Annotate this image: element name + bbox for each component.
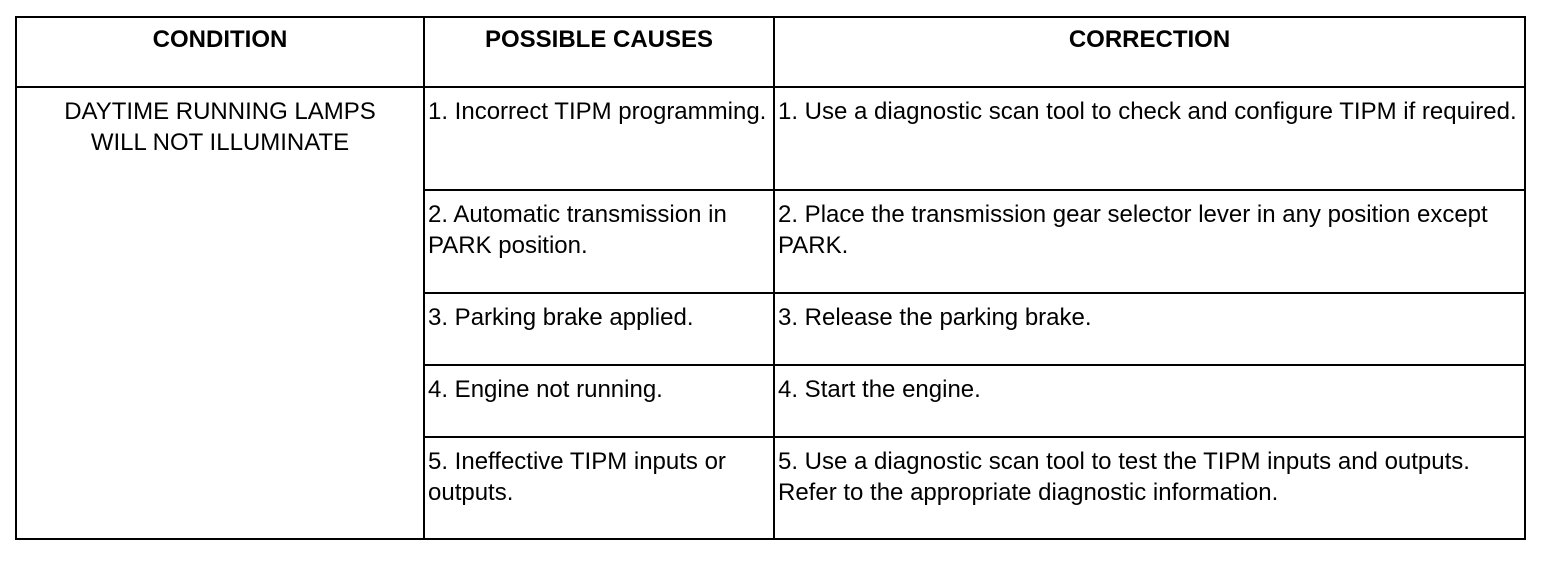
correction-cell: 5. Use a diagnostic scan tool to test the TIPM inputs and outputs. Refer to the appropriate diagnostic information. — [774, 437, 1525, 539]
cause-cell: 1. Incorrect TIPM programming. — [424, 87, 774, 190]
header-correction: CORRECTION — [774, 17, 1525, 87]
diagnosis-table — [15, 16, 1526, 540]
correction-cell: 2. Place the transmission gear selector lever in any position except PARK. — [774, 190, 1525, 293]
condition-line-2: WILL NOT ILLUMINATE — [90, 129, 350, 156]
header-condition: CONDITION — [16, 17, 424, 87]
condition-cell — [16, 87, 424, 539]
cause-cell: 3. Parking brake applied. — [424, 293, 774, 365]
correction-cell: 1. Use a diagnostic scan tool to check and configure TIPM if required. — [774, 87, 1525, 190]
cause-cell: 2. Automatic transmission in PARK position. — [424, 190, 774, 293]
correction-cell: 3. Release the parking brake. — [774, 293, 1525, 365]
correction-cell: 4. Start the engine. — [774, 365, 1525, 437]
condition-line-1: DAYTIME RUNNING LAMPS — [64, 98, 376, 125]
header-possible-causes: POSSIBLE CAUSES — [424, 17, 774, 87]
cause-cell: 5. Ineffective TIPM inputs or outputs. — [424, 437, 774, 539]
header-row — [16, 17, 1525, 87]
cause-cell: 4. Engine not running. — [424, 365, 774, 437]
table-row — [16, 87, 1525, 190]
